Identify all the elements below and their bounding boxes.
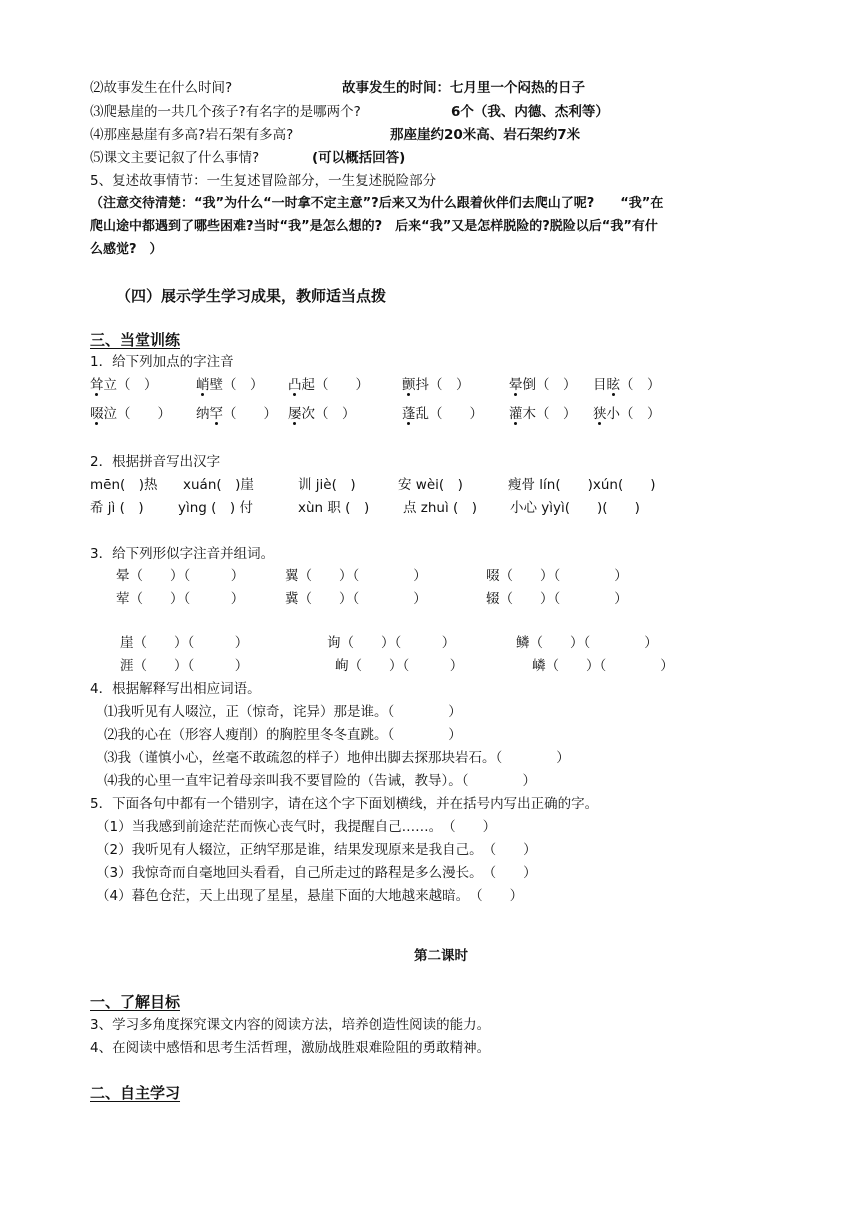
q3-item: 晕（ ）（ ） xyxy=(116,568,245,584)
q2-item: xuán( )崖 xyxy=(183,477,254,493)
q4-title: 4．根据解释写出相应词语。 xyxy=(90,681,261,697)
note-line-2: 爬山途中都遇到了哪些困难?当时“我”是怎么想的? 后来“我”又是怎样脱险的?脱险以后“我”有什 xyxy=(90,219,658,234)
q1-item: 峭壁（ ） xyxy=(196,377,264,393)
q3-item: 荤（ ）（ ） xyxy=(116,591,245,607)
q3-item: 啜（ ）（ ） xyxy=(486,568,628,584)
q2-item: xùn 职 ( ) xyxy=(298,500,370,516)
q1-item: 灌木（ ） xyxy=(509,406,577,422)
q1-item: 蓬乱（ ） xyxy=(402,406,483,422)
step-4-heading: （四）展示学生学习成果，教师适当点拨 xyxy=(116,287,387,305)
q5-item: （4）暮色仓茫，天上出现了星星，悬崖下面的大地越来越暗。 （ ） xyxy=(96,888,524,904)
q2-item: 瘦骨 lín( )xún( ) xyxy=(508,477,656,493)
q2-item: yìng ( ) 付 xyxy=(178,500,253,516)
q2-item: 安 wèi( ) xyxy=(398,477,463,493)
q5-title: 5．下面各句中都有一个错别字，请在这个字下面划横线，并在括号内写出正确的字。 xyxy=(90,796,599,812)
q3-title: 3．给下列形似字注音并组词。 xyxy=(90,546,275,562)
goal-item: 3、学习多角度探究课文内容的阅读方法，培养创造性阅读的能力。 xyxy=(90,1017,491,1033)
q3-item: 涯（ ）（ ） xyxy=(120,658,249,674)
q2-item: 希 jì ( ) xyxy=(90,500,144,516)
q2-item: mēn( )热 xyxy=(90,477,158,493)
q3-item: 询（ ）（ ） xyxy=(327,635,456,651)
q1-item: 啜泣（ ） xyxy=(90,406,171,422)
q3-item: 鳞（ ）（ ） xyxy=(516,635,658,651)
question-5: ⑸课文主要记叙了什么事情? xyxy=(90,150,260,166)
q1-item: 颤抖（ ） xyxy=(402,377,470,393)
q3-item: 翼（ ）（ ） xyxy=(285,568,427,584)
q1-title: 1．给下列加点的字注音 xyxy=(90,354,234,370)
section-2-heading: 二、自主学习 xyxy=(90,1084,181,1102)
q1-item: 目眩（ ） xyxy=(593,377,661,393)
q4-item: ⑵我的心在（形容人瘦削）的胸腔里冬冬直跳。（ ） xyxy=(104,727,462,743)
q1-item: 凸起（ ） xyxy=(288,377,369,393)
note-line-3: 么感觉? ） xyxy=(90,242,163,257)
q1-item: 耸立（ ） xyxy=(90,377,158,393)
q2-title: 2．根据拼音写出汉字 xyxy=(90,454,221,470)
retell-instruction: 5、复述故事情节：一生复述冒险部分，一生复述脱险部分 xyxy=(90,173,437,189)
q5-item: （1）当我感到前途茫茫而恢心丧气时，我提醒自己……。 （ ） xyxy=(96,819,497,835)
q4-item: ⑶我（谨慎小心，丝毫不敢疏忽的样子）地伸出脚去探那块岩石。（ ） xyxy=(104,750,570,766)
q5-item: （2）我听见有人辍泣，正纳罕那是谁，结果发现原来是我自己。 （ ） xyxy=(96,842,537,858)
section-3-heading: 三、当堂训练 xyxy=(90,331,181,349)
answer-3: 6个（我、内德、杰利等） xyxy=(451,104,609,120)
q1-item: 纳罕（ ） xyxy=(196,406,277,422)
question-2: ⑵故事发生在什么时间? xyxy=(90,80,233,96)
answer-4: 那座崖约20米高、岩石架约7米 xyxy=(390,127,581,143)
q3-item: 崖（ ）（ ） xyxy=(120,635,249,651)
q3-item: 辍（ ）（ ） xyxy=(486,591,628,607)
question-4: ⑷那座悬崖有多高?岩石架有多高? xyxy=(90,127,294,143)
answer-2: 故事发生的时间：七月里一个闷热的日子 xyxy=(342,80,585,96)
answer-5: (可以概括回答) xyxy=(312,150,406,166)
q1-item: 晕倒（ ） xyxy=(509,377,577,393)
q1-item: 屡次（ ） xyxy=(288,406,356,422)
question-3: ⑶爬悬崖的一共几个孩子?有名字的是哪两个? xyxy=(90,104,361,120)
note-line-1: （注意交待清楚：“我”为什么“一时拿不定主意”?后来又为什么跟着伙伴们去爬山了呢? “我”在 xyxy=(90,196,664,211)
section-1-heading: 一、了解目标 xyxy=(90,993,181,1011)
q5-item: （3）我惊奇而自毫地回头看看，自己所走过的路程是多么漫长。 （ ） xyxy=(96,865,537,881)
q3-item: 冀（ ）（ ） xyxy=(285,591,427,607)
lesson-2-title: 第二课时 xyxy=(414,948,468,964)
q2-item: 小心 yìyì( )( ) xyxy=(510,500,640,516)
goal-item: 4、在阅读中感悟和思考生活哲理，激励战胜艰难险阻的勇敢精神。 xyxy=(90,1040,491,1056)
q3-item: 峋（ ）（ ） xyxy=(335,658,464,674)
q3-item: 嶙（ ）（ ） xyxy=(532,658,674,674)
q2-item: 点 zhuì ( ) xyxy=(403,500,478,516)
q4-item: ⑴我听见有人啜泣，正（惊奇，诧异）那是谁。（ ） xyxy=(104,704,462,720)
q4-item: ⑷我的心里一直牢记着母亲叫我不要冒险的（告诫，教导）。（ ） xyxy=(104,773,536,789)
q1-item: 狭小（ ） xyxy=(593,406,661,422)
q2-item: 训 jiè( ) xyxy=(298,477,356,493)
